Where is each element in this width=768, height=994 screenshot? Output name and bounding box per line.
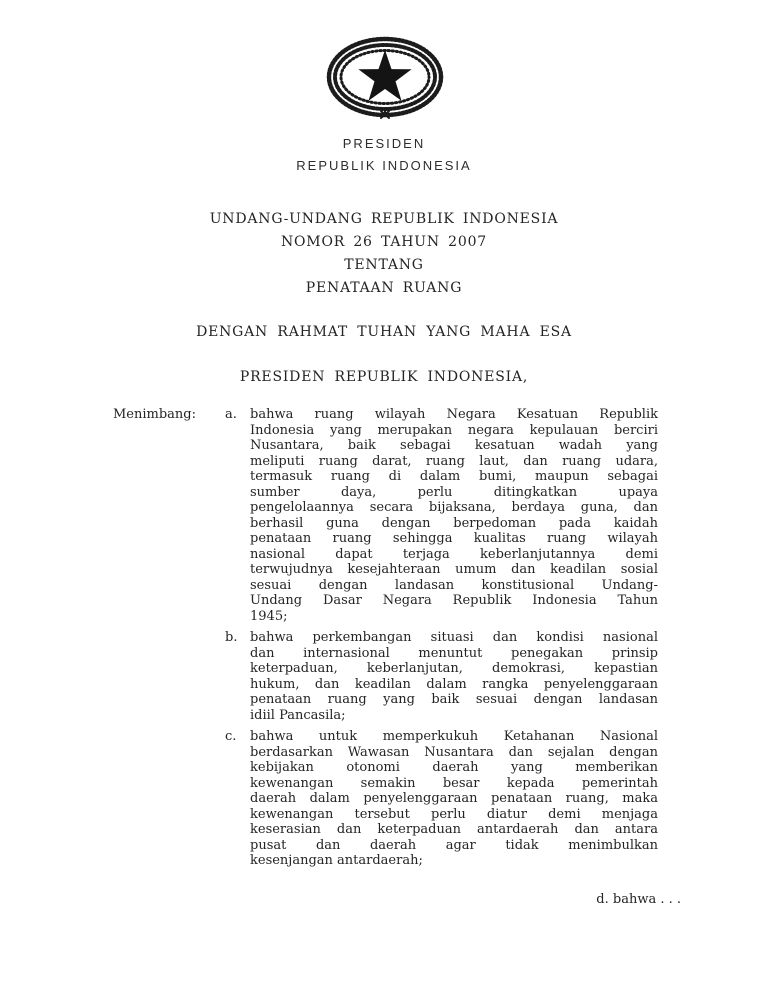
law-title-block [0, 208, 768, 300]
law-subject-line: PENATAAN RUANG [305, 280, 463, 296]
text-line: bahwa ruang wilayah Negara Kesatuan Republik [250, 407, 658, 422]
catchword: d. bahwa . . . [596, 892, 681, 907]
text-line: hukum, dan keadilan dalam rangka penyelenggaraan [250, 676, 658, 692]
law-title-line: UNDANG-UNDANG REPUBLIK INDONESIA [209, 211, 559, 227]
text-line: kebijakan otonomi daerah yang memberikan [250, 760, 658, 775]
text-line: penataan ruang yang baik sesuai dengan landasan [250, 692, 658, 707]
text-line: terwujudnya kesejahteraan umum dan keadilan sosial [250, 562, 658, 577]
text-line: Indonesia yang merupakan negara kepulauan berciri [250, 422, 658, 438]
text-line: sumber daya, perlu ditingkatkan upaya [250, 484, 658, 500]
text-line: pengelolaannya secara bijaksana, berdaya guna, dan [250, 500, 658, 515]
letterhead-republik-indonesia: REPUBLIK INDONESIA [296, 158, 472, 173]
text-line: keserasian dan keterpaduan antardaerah dan antara [250, 822, 658, 837]
menimbang-section [113, 407, 658, 869]
letterhead-presiden: PRESIDEN [342, 136, 426, 151]
item-marker: a. [225, 407, 237, 422]
wreath-star-seal-icon [320, 36, 450, 121]
text-line: penataan ruang sehingga kualitas ruang wilayah [250, 531, 658, 546]
law-tentang-line: TENTANG [344, 257, 424, 273]
text-line: Undang Dasar Negara Republik Indonesia Tahun [250, 593, 658, 608]
menimbang-items [225, 407, 658, 869]
text-line: bahwa perkembangan situasi dan kondisi nasional [250, 630, 658, 645]
text-line: termasuk ruang di dalam bumi, maupun sebagai [250, 469, 658, 484]
text-line: nasional dapat terjaga keberlanjutannya demi [250, 546, 658, 562]
item-text [250, 407, 658, 624]
consideration-item-c [225, 729, 658, 869]
presidential-seal [320, 36, 450, 121]
invocation-line: DENGAN RAHMAT TUHAN YANG MAHA ESA [196, 324, 572, 340]
text-line: 1945; [250, 608, 288, 624]
consideration-item-b [225, 630, 658, 723]
law-number-line: NOMOR 26 TAHUN 2007 [280, 234, 487, 250]
text-line: sesuai dengan landasan konstitusional Undang- [250, 577, 658, 593]
authority-line: PRESIDEN REPUBLIK INDONESIA, [239, 369, 529, 385]
consideration-item-a [225, 407, 658, 624]
text-line: kewenangan semakin besar kepada pemerintah [250, 775, 658, 791]
star-icon [358, 50, 411, 101]
text-line: idiil Pancasila; [250, 707, 346, 723]
text-line: keterpaduan, keberlanjutan, demokrasi, kepastian [250, 661, 658, 676]
text-line: berdasarkan Wawasan Nusantara dan sejalan dengan [250, 744, 658, 760]
menimbang-label: Menimbang: [113, 407, 197, 422]
item-text [250, 630, 658, 723]
text-line: bahwa untuk memperkukuh Ketahanan Nasional [250, 729, 658, 744]
text-line: daerah dalam penyelenggaraan penataan ruang, maka [250, 791, 658, 806]
text-line: pusat dan daerah agar tidak menimbulkan [250, 837, 658, 853]
item-text [250, 729, 658, 869]
text-line: dan internasional menuntut penegakan prinsip [250, 645, 658, 661]
item-marker: c. [225, 729, 237, 744]
text-line: berhasil guna dengan berpedoman pada kaidah [250, 515, 658, 531]
text-line: meliputi ruang darat, ruang laut, dan ruang udara, [250, 453, 658, 469]
text-line: kewenangan tersebut perlu diatur demi menjaga [250, 806, 658, 822]
text-line: kesenjangan antardaerah; [250, 853, 423, 868]
item-marker: b. [225, 630, 238, 645]
text-line: Nusantara, baik sebagai kesatuan wadah yang [250, 438, 658, 453]
